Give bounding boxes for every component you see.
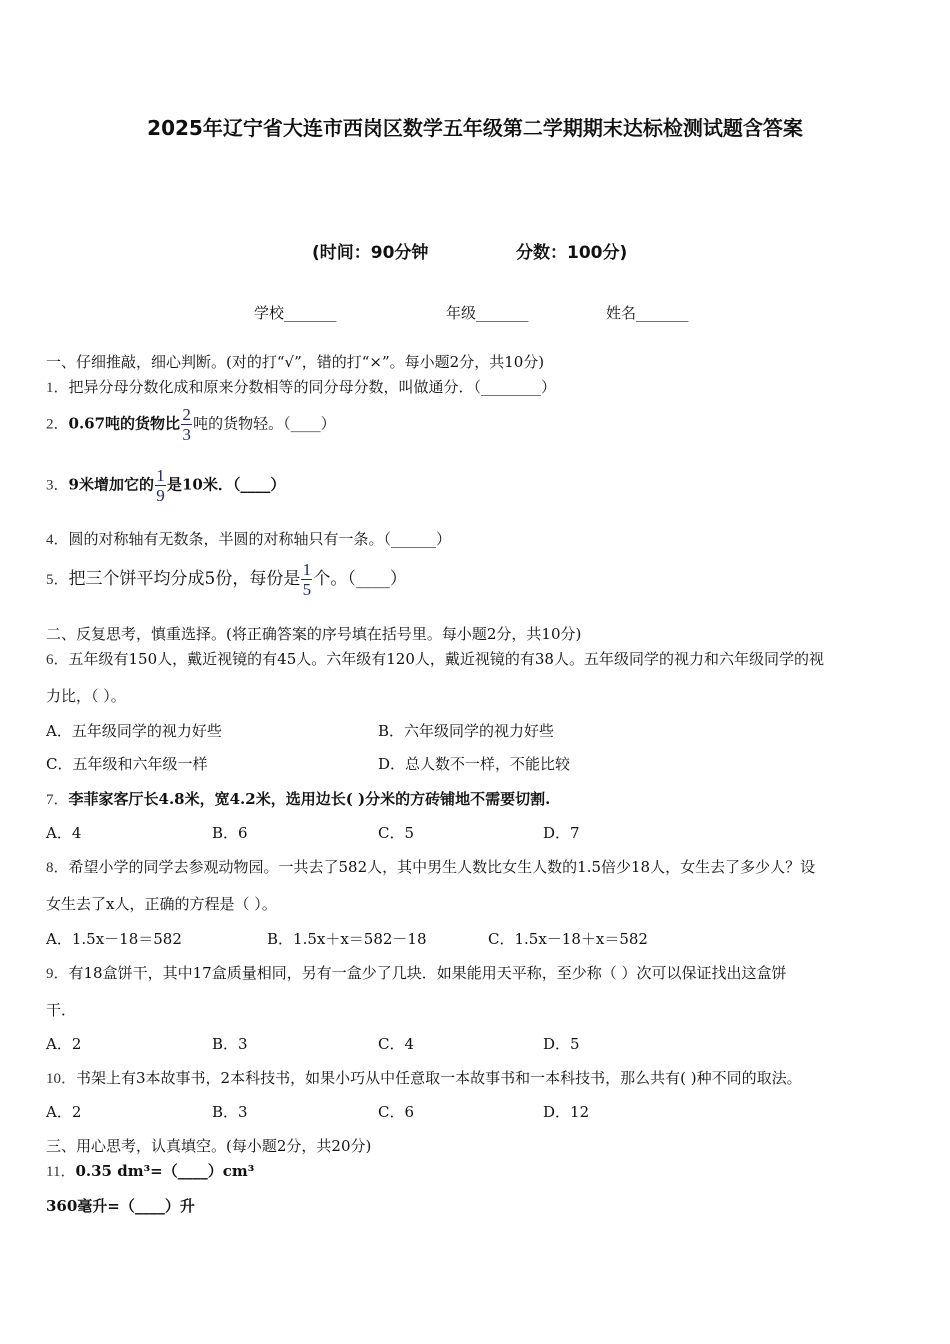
fraction	[181, 406, 192, 443]
question-6	[46, 648, 824, 669]
fraction-denominator: 3	[182, 425, 191, 444]
question-text-tail: 是10米．（____）	[166, 475, 286, 494]
question-text: 李菲家客厅长4.8米，宽4.2米，选用边长( )分米的方砖铺地不需要切割.	[68, 790, 551, 808]
question-2	[46, 406, 336, 443]
option-a: A．五年级同学的视力好些	[46, 722, 222, 740]
question-text: 把三个饼平均分成5份，每份是	[68, 569, 301, 589]
option-c: C．4	[378, 1035, 415, 1053]
fraction-denominator: 5	[302, 580, 312, 599]
school-field: 学校_______	[254, 304, 337, 322]
question-9	[46, 962, 786, 983]
question-text: 圆的对称轴有无数条，半圆的对称轴只有一条。（______）	[68, 530, 452, 548]
option-a: A．2	[46, 1035, 82, 1053]
option-b: B．3	[212, 1035, 248, 1053]
question-number: 6．	[46, 652, 69, 668]
question-number: 11．	[46, 1164, 76, 1180]
question-text: 书架上有3本故事书，2本科技书，如果小巧从中任意取一本故事书和一本科技书，那么共有( )种不同的取法。	[76, 1069, 802, 1087]
question-number: 5．	[46, 572, 69, 588]
name-field: 姓名_______	[606, 304, 689, 322]
fraction	[301, 561, 312, 598]
fraction-numerator: 2	[182, 405, 191, 424]
question-number: 4．	[46, 532, 69, 548]
question-text-tail: 个。（____）	[313, 569, 407, 589]
option-d: D．12	[543, 1103, 590, 1121]
question-3	[46, 467, 285, 504]
option-a: A．2	[46, 1103, 82, 1121]
fraction-numerator: 1	[302, 560, 312, 579]
section-heading-2: 二、反复思考，慎重选择。(将正确答案的序号填在括号里。每小题2分，共10分)	[46, 625, 582, 643]
question-text: 9米增加它的	[68, 475, 154, 494]
question-text: 有18盒饼干，其中17盒质量相同，另有一盒少了几块．如果能用天平称，至少称（ ）次可以保证找出这盒饼	[68, 964, 787, 982]
section-heading-3: 三、用心思考，认真填空。(每小题2分，共20分)	[46, 1137, 372, 1155]
question-11	[46, 1160, 254, 1181]
question-number: 10．	[46, 1071, 77, 1087]
fraction-denominator: 9	[156, 486, 165, 505]
question-number: 3．	[46, 477, 69, 494]
fraction-numerator: 1	[156, 466, 165, 485]
grade-field: 年级_______	[446, 304, 529, 322]
question-10	[46, 1067, 802, 1088]
question-number: 1．	[46, 380, 69, 396]
option-d: D．5	[543, 1035, 580, 1053]
exam-time: (时间：90分钟	[312, 243, 429, 263]
option-b: B．3	[212, 1103, 248, 1121]
question-text: 360毫升=（____）升	[46, 1197, 195, 1215]
question-number: 2．	[46, 416, 69, 433]
section-heading-1: 一、仔细推敲，细心判断。(对的打“√”，错的打“×”。每小题2分，共10分)	[46, 353, 545, 371]
question-6-line2: 力比，（ ）。	[46, 687, 126, 705]
exam-score: 分数：100分)	[516, 243, 628, 263]
option-c: C．5	[378, 824, 415, 842]
question-text: 五年级有150人，戴近视镜的有45人。六年级有120人，戴近视镜的有38人。五年级同学的视力和六年级同学的视	[68, 650, 824, 668]
question-number: 8．	[46, 860, 69, 876]
question-11-line2	[46, 1195, 195, 1216]
question-number: 7．	[46, 792, 69, 808]
option-a: A．1.5x－18＝582	[46, 930, 182, 948]
option-d: D．7	[543, 824, 580, 842]
option-c: C．五年级和六年级一样	[46, 755, 208, 773]
question-8	[46, 856, 815, 877]
question-text: 把异分母分数化成和原来分数相等的同分母分数，叫做通分．（________）	[68, 378, 557, 396]
option-b: B．六年级同学的视力好些	[378, 722, 555, 740]
question-7	[46, 788, 550, 809]
option-b: B．1.5x＋x＝582－18	[267, 930, 427, 948]
document-title: 2025年辽宁省大连市西岗区数学五年级第二学期期末达标检测试题含答案	[147, 116, 803, 140]
fraction	[155, 467, 166, 504]
question-9-line2: 干．	[46, 1001, 77, 1019]
option-b: B．6	[212, 824, 248, 842]
question-number: 9．	[46, 966, 69, 982]
question-text: 希望小学的同学去参观动物园。一共去了582人，其中男生人数比女生人数的1.5倍少18人，女生去了多少人？设	[68, 858, 816, 876]
option-a: A．4	[46, 824, 82, 842]
question-text-tail: 吨的货物轻。（____）	[193, 414, 336, 433]
question-1	[46, 376, 556, 397]
question-8-line2: 女生去了x人，正确的方程是（ ）。	[46, 895, 277, 913]
option-d: D．总人数不一样，不能比较	[378, 755, 571, 773]
option-c: C．6	[378, 1103, 415, 1121]
question-text: 0.67吨的货物比	[68, 414, 181, 433]
option-c: C．1.5x－18＋x＝582	[488, 930, 648, 948]
question-text: 0.35 dm³=（____）cm³	[75, 1162, 255, 1180]
question-5	[46, 561, 407, 598]
question-4	[46, 528, 451, 549]
